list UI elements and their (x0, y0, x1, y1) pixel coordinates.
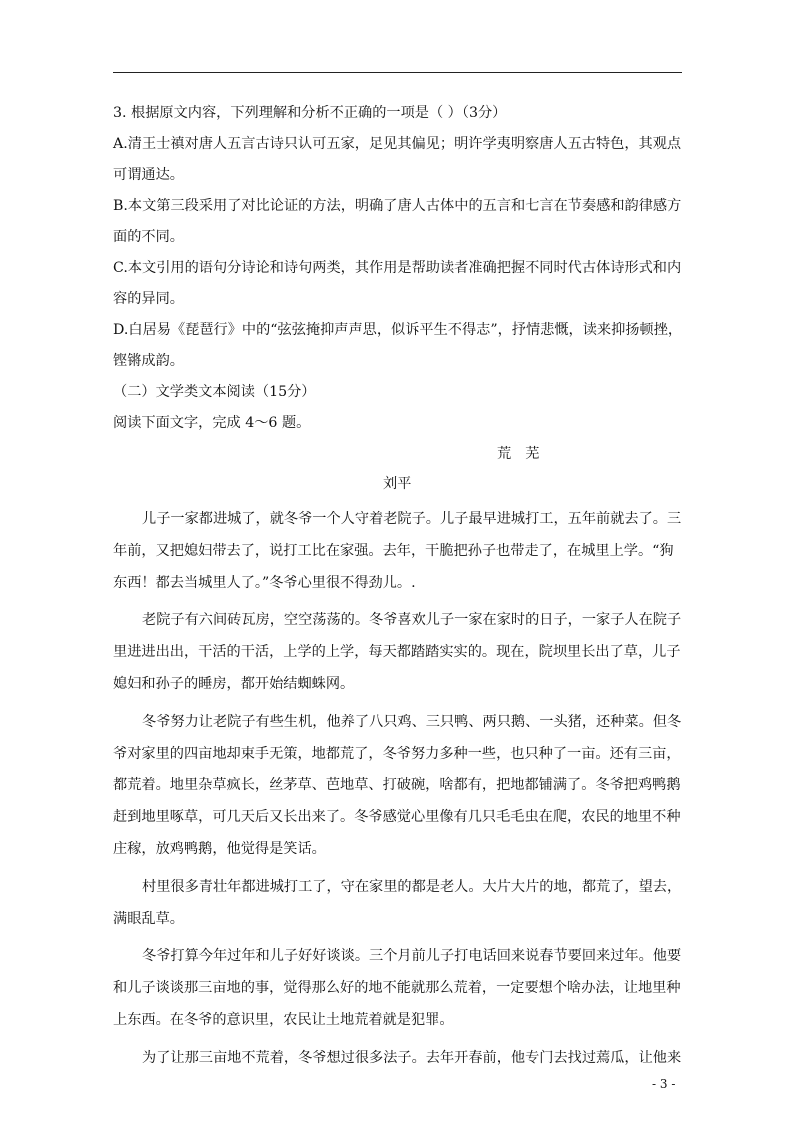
story-paragraph: 冬爷打算今年过年和儿子好好谈谈。三个月前儿子打电话回来说春节要回来过年。他要和儿子谈谈那三亩地的事，觉得那么好的地不能就那么荒着，一定要想个啥办法，让地里种上东西。在冬爷的意识里，农民让土地荒着就是犯罪。 (113, 948, 682, 1028)
story-author: 刘平 (383, 476, 412, 492)
option-b: B.本文第三段采用了对比论证的方法，明确了唐人古体中的五言和七言在节奏感和韵律感方面的不同。 (113, 198, 682, 245)
story-paragraph: 为了让那三亩地不荒着，冬爷想过很多法子。去年开春前，他专门去找过蔫瓜，让他来 (142, 1049, 682, 1066)
option-c: C.本文引用的语句分诗论和诗句两类，其作用是帮助读者准确把握不同时代古体诗形式和内容的异同。 (113, 260, 682, 307)
story-paragraph: 村里很多青壮年都进城打工了，守在家里的都是老人。大片大片的地，都荒了，望去，满眼乱草。 (113, 878, 682, 927)
story-body (113, 504, 683, 1081)
story-paragraph: 老院子有六间砖瓦房，空空荡荡的。冬爷喜欢儿子一家在家时的日子，一家子人在院子里进进出出，干活的干活，上学的上学，每天都踏踏实实的。现在，院坝里长出了草，儿子媳妇和孙子的睡房，都开始结蜘蛛网。 (113, 612, 682, 692)
question-3-stem: 3. 根据原文内容，下列理解和分析不正确的一项是（ ）（3分） (113, 105, 507, 121)
page-number: - 3 - (652, 1077, 676, 1091)
story-paragraph: 冬爷努力让老院子有些生机，他养了八只鸡、三只鸭、两只鹅、一头猪，还种菜。但冬爷对家里的四亩地却束手无策，地都荒了，冬爷努力多种一些，也只种了一亩。还有三亩，都荒着。地里杂草疯长，丝茅草、芭地草、打破碗，啥都有，把地都铺满了。冬爷把鸡鸭鹅赶到地里啄草，可几天后又长出来了。冬爷感觉心里像有几只毛毛虫在爬，农民的地里不种庄稼，放鸡鸭鹅，他觉得是笑话。 (113, 713, 682, 857)
story-title: 荒芜 (497, 446, 554, 462)
section-heading: （二）文学类文本阅读（15分） (113, 384, 316, 400)
question-section (113, 98, 683, 439)
reading-instruction: 阅读下面文字，完成 4～6 题。 (113, 415, 311, 431)
option-a: A.清王士禛对唐人五言古诗只认可五家，足见其偏见；明许学夷明察唐人五古特色，其观点可谓通达。 (113, 136, 682, 183)
option-d: D.白居易《琵琶行》中的“弦弦掩抑声声思，似诉平生不得志”，抒情悲慨，读来抑扬顿挫，铿锵成韵。 (113, 322, 683, 369)
header-rule (113, 72, 682, 73)
story-paragraph: 儿子一家都进城了，就冬爷一个人守着老院子。儿子最早进城打工，五年前就去了。三年前，又把媳妇带去了，说打工比在家强。去年，干脆把孙子也带走了，在城里上学。“狗东西！都去当城里人了。”冬爷心里很不得劲儿。. (113, 511, 682, 591)
